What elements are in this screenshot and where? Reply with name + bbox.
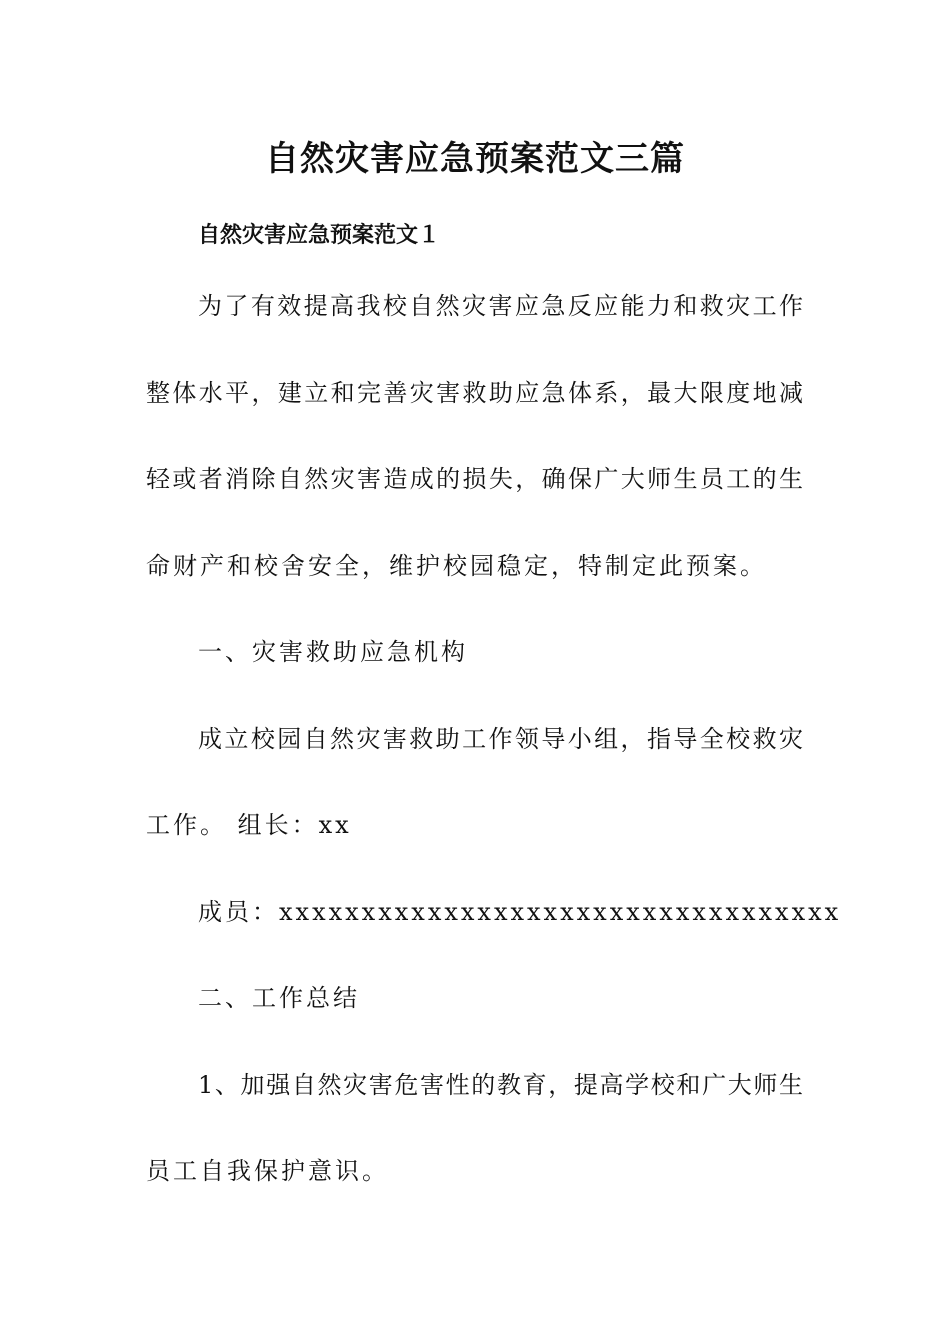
paragraph-line: 工作。 组长：xx [146, 811, 352, 839]
paragraph-line: 成立校园自然灾害救助工作领导小组，指导全校救灾 [198, 725, 803, 753]
paragraph-line: 整体水平，建立和完善灾害救助应急体系，最大限度地减 [146, 379, 803, 407]
paragraph-line: 命财产和校舍安全，维护校园稳定，特制定此预案。 [146, 552, 767, 580]
paragraph-line: 为了有效提高我校自然灾害应急反应能力和救灾工作 [198, 292, 803, 320]
section-heading: 二、工作总结 [198, 984, 360, 1012]
paragraph-line: 成员：xxxxxxxxxxxxxxxxxxxxxxxxxxxxxxxxxx [198, 898, 842, 926]
document-title: 自然灾害应急预案范文三篇 [265, 139, 685, 179]
section-subtitle: 自然灾害应急预案范文１ [198, 223, 441, 248]
paragraph-line: 1、加强自然灾害危害性的教育，提高学校和广大师生 [198, 1071, 803, 1099]
paragraph-line: 员工自我保护意识。 [146, 1157, 389, 1185]
paragraph-line: 轻或者消除自然灾害造成的损失，确保广大师生员工的生 [146, 465, 803, 493]
section-heading: 一、灾害救助应急机构 [198, 638, 468, 666]
